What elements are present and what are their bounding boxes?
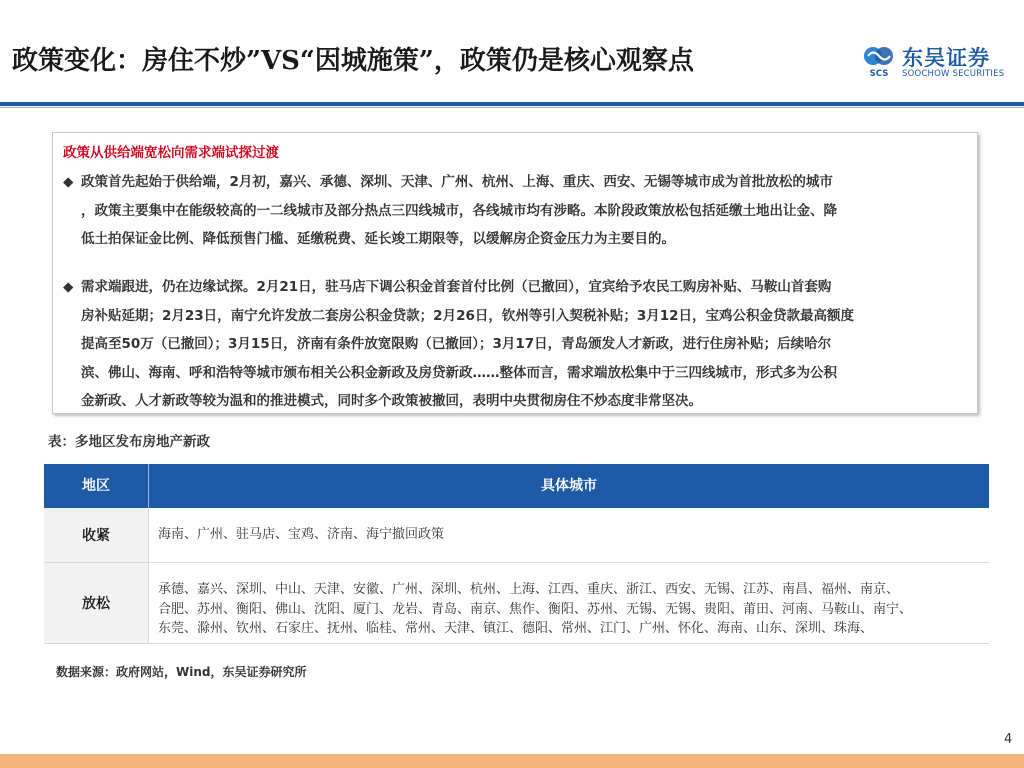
header-divider-thin (0, 107, 1024, 108)
cities-cell: 海南、广州、驻马店、宝鸡、济南、海宁撤回政策 (158, 527, 445, 542)
table-row-loosen (44, 563, 989, 644)
cities-line: 东莞、滁州、钦州、石家庄、抚州、临桂、常州、天津、镇江、德阳、常州、江门、广州、怀化、海南、山东、深圳、珠海、 (158, 621, 874, 636)
page-title: 政策变化：房住不炒”VS“因城施策”，政策仍是核心观察点 (12, 46, 694, 76)
policy-box-heading: 政策从供给端宽松向需求端试探过渡 (63, 145, 279, 161)
footer-bar (0, 754, 1024, 768)
table-header-row (44, 464, 989, 508)
bullet-line: 金新政、人才新政等较为温和的推进模式，同时多个政策被撤回，表明中央贯彻房住不炒态度非常坚决。 (81, 393, 702, 409)
header-region: 地区 (82, 478, 110, 494)
diamond-bullet-icon: ◆ (63, 279, 74, 295)
cities-line: 合肥、苏州、衡阳、佛山、沈阳、厦门、龙岩、青岛、南京、焦作、衡阳、苏州、无锡、无锡、贵阳、莆田、河南、马鞍山、南宁、 (158, 601, 913, 617)
data-source-note: 数据来源：政府网站，Wind，东吴证券研究所 (56, 665, 307, 679)
soochow-logo-icon (862, 44, 896, 78)
bullet-line: 房补贴延期；2月23日，南宁允许发放二套房公积金贷款；2月26日，钦州等引入契税补贴；3月12日，宝鸡公积金贷款最高额度 (81, 307, 855, 324)
cities-cell (158, 563, 983, 643)
slide-header (0, 0, 1024, 108)
logo-english-name: SOOCHOW SECURITIES (902, 69, 1005, 79)
logo-chinese-name: 东吴证券 (902, 46, 990, 70)
header-cities: 具体城市 (541, 478, 597, 494)
table-caption: 表：多地区发布房地产新政 (48, 434, 210, 450)
bullet-line: 提高至50万（已撤回）；3月15日，济南有条件放宽限购（已撤回）；3月17日，青岛颁发人才新政，进行住房补贴；后续哈尔 (81, 336, 832, 352)
bullet-line: ，政策主要集中在能级较高的一二线城市及部分热点三四线城市，各线城市均有涉略。本阶段政策放松包括延缴土地出让金、降 (81, 202, 837, 219)
bullet-line: 滨、佛山、海南、呼和浩特等城市颁布相关公积金新政及房贷新政……整体而言，需求端放松集中于三四线城市，形式多为公积 (81, 364, 837, 381)
policy-summary-box (52, 132, 978, 414)
bullet-line: 低土拍保证金比例、降低预售门槛、延缴税费、延长竣工期限等，以缓解房企资金压力为主要目的。 (81, 231, 675, 247)
soochow-logo (860, 42, 1010, 82)
diamond-bullet-icon: ◆ (63, 174, 74, 190)
bullet-line: 需求端跟进，仍在边缘试探。2月21日，驻马店下调公积金首套首付比例（已撤回），宜宾给予农民工购房补贴、马鞍山首套购 (81, 279, 832, 295)
bullet-line: 政策首先起始于供给端，2月初，嘉兴、承德、深圳、天津、广州、杭州、上海、重庆、西安、无锡等城市成为首批放松的城市 (81, 174, 833, 190)
header-divider (0, 102, 1024, 106)
cities-line: 承德、嘉兴、深圳、中山、天津、安徽、广州、深圳、杭州、上海、江西、重庆、浙江、西安、无锡、江苏、南昌、福州、南京、 (158, 582, 900, 597)
region-cell: 收紧 (44, 508, 149, 562)
table-row-tighten (44, 508, 989, 563)
page-number: 4 (1004, 732, 1013, 747)
region-cell: 放松 (44, 563, 149, 643)
svg-text:SCS: SCS (869, 69, 889, 78)
